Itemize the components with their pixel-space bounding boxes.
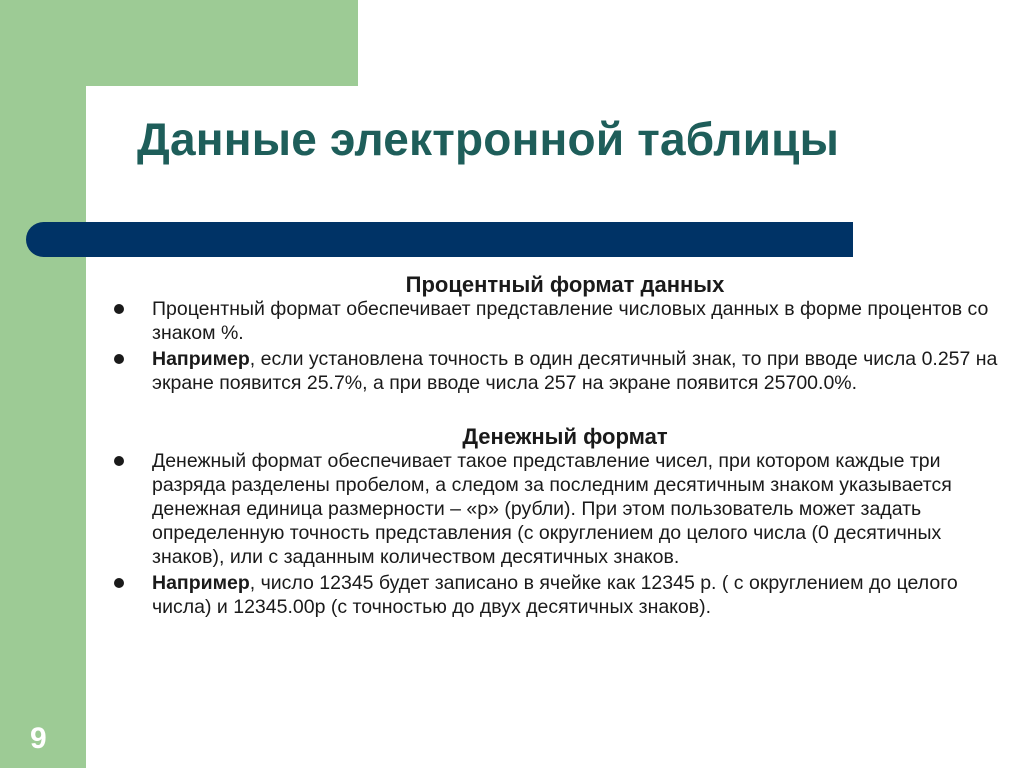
bullet-text: Денежный формат обеспечивает такое представление чисел, при котором каждые три разряда разделены пробелом, а следом за последним десятичным знаком указывается денежная единица размерности – «р» (рубли). При этом пользователь может задать определенную точность представления (с округлением до целого числа (0 десятичных знаков), или с заданным количеством десятичных знаков. xyxy=(152,450,952,568)
bullet-text: Процентный формат обеспечивает представление числовых данных в форме процентов со знаком %. xyxy=(152,298,989,344)
slide-content xyxy=(110,272,1000,621)
percent-format-list xyxy=(110,297,1000,395)
list-item xyxy=(110,297,1000,345)
list-item xyxy=(110,571,1000,619)
bullet-lead: Например xyxy=(152,348,250,370)
top-green-band xyxy=(0,0,358,86)
left-green-band xyxy=(0,0,86,768)
bullet-text: , если установлена точность в один десятичный знак, то при вводе числа 0.257 на экране появится 25.7%, а при вводе числа 257 на экране появится 25700.0%. xyxy=(152,348,998,394)
bullet-icon xyxy=(114,456,124,466)
title-divider-bar xyxy=(26,222,853,257)
list-item xyxy=(110,347,1000,395)
money-format-heading: Денежный формат xyxy=(462,424,668,449)
money-format-list xyxy=(110,449,1000,619)
bullet-text: , число 12345 будет записано в ячейке как 12345 р. ( с округлением до целого числа) и 12345.00р (с точностью до двух десятичных знаков). xyxy=(152,572,958,618)
bullet-lead: Например xyxy=(152,572,250,594)
bullet-icon xyxy=(114,304,124,314)
slide-number: 9 xyxy=(30,722,47,755)
list-item xyxy=(110,449,1000,569)
bullet-icon xyxy=(114,578,124,588)
slide-title: Данные электронной таблицы xyxy=(137,113,840,165)
bullet-icon xyxy=(114,354,124,364)
percent-format-heading: Процентный формат данных xyxy=(405,272,725,297)
